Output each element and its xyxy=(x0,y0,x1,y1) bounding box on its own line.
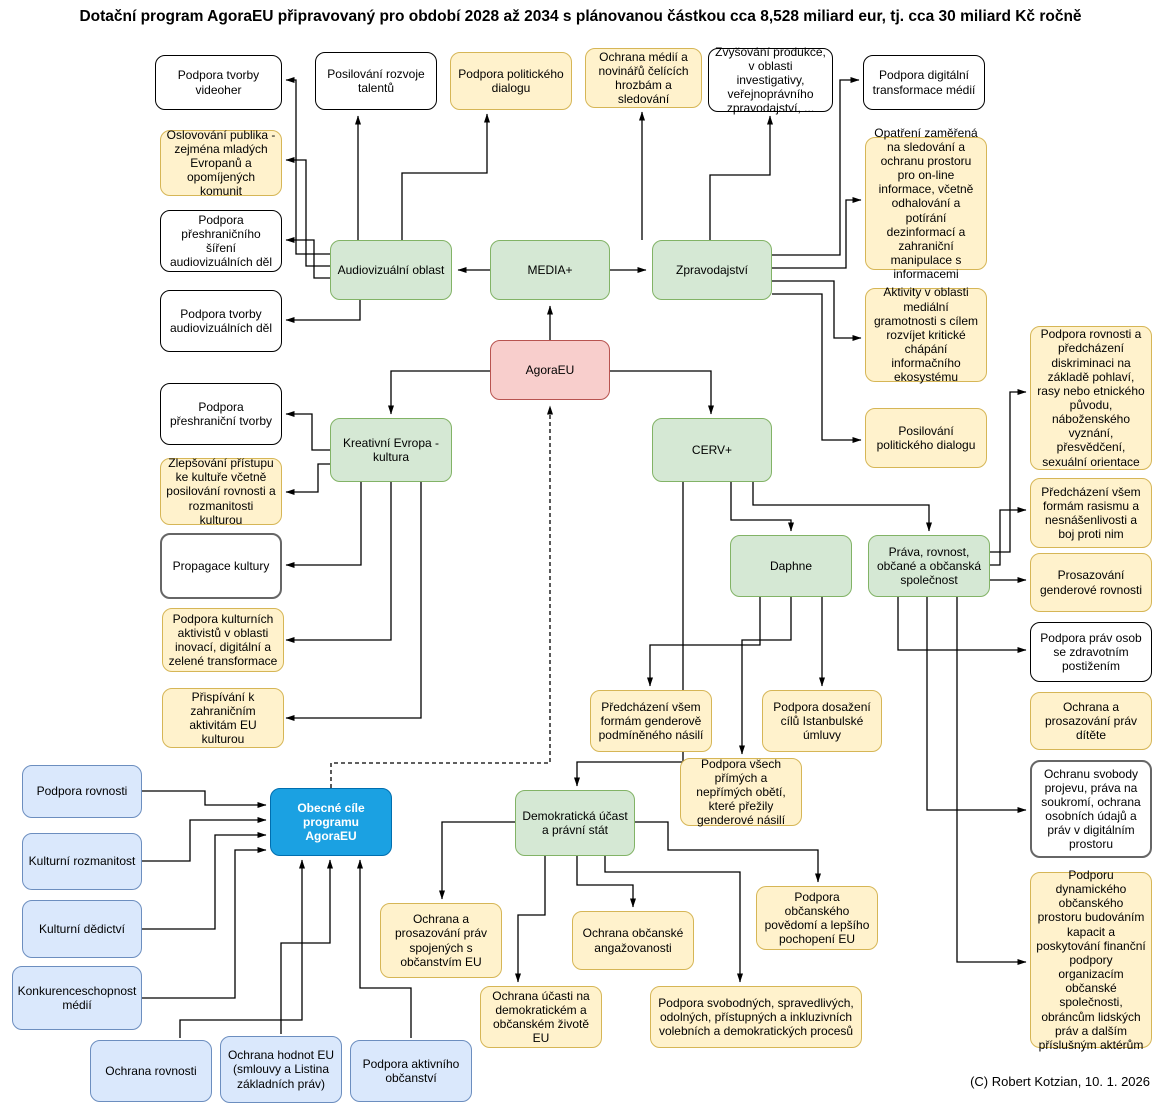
node-kulturni-rozmanitost: Kulturní rozmanitost xyxy=(22,833,142,890)
edge-rozmanitost-obecne xyxy=(142,820,266,861)
node-propagace-kultury: Propagace kultury xyxy=(160,533,282,599)
node-podpora-obcanskeho-povedomi: Podpora občanského povědomí a lepšího pochopení EU xyxy=(756,886,878,950)
node-ochrana-prav-ditete: Ochrana a prosazování práv dítěte xyxy=(1030,692,1152,750)
edge-hodnoty-obecne xyxy=(281,860,330,1034)
node-podpora-obeti-nasili: Podpora všech přímých a nepřímých obětí, které přežily genderové násilí xyxy=(680,758,802,826)
edge-agora-kreativni xyxy=(391,371,490,414)
edge-dedictvi-obecne xyxy=(142,835,266,929)
node-media-plus: MEDIA+ xyxy=(490,240,610,300)
edge-prava-rasismus xyxy=(990,510,1026,565)
node-ochrana-medii: Ochrana médií a novinářů čelících hrozbám a sledování xyxy=(585,48,702,108)
edge-zprav-posilovani xyxy=(772,294,861,440)
edge-cerv-prava xyxy=(753,482,929,531)
node-podpora-rovnosti: Podpora rovnosti xyxy=(22,765,142,818)
node-podpora-prav-osob: Podpora práv osob se zdravotním postižením xyxy=(1030,622,1152,682)
edge-zprav-aktivity xyxy=(772,281,861,338)
node-prosazovani-genderove-rovnosti: Prosazování genderové rovnosti xyxy=(1030,553,1152,612)
node-konkurenceschopnost-medii: Konkurenceschopnost médií xyxy=(12,966,142,1030)
edge-audio-sireni xyxy=(286,240,330,278)
edge-kreativni-aktiviste xyxy=(286,482,391,640)
node-podpora-tvorby-videoher: Podpora tvorby videoher xyxy=(155,55,282,110)
edge-kreativni-propagace xyxy=(286,482,361,565)
node-kreativni-evropa: Kreativní Evropa - kultura xyxy=(330,418,452,482)
node-oslovovani-publika: Oslovování publika - zejména mladých Evropanů a opomíjených komunit xyxy=(160,130,282,196)
node-daphne: Daphne xyxy=(730,535,852,597)
node-obecne-cile: Obecné cíle programu AgoraEU xyxy=(270,788,392,856)
edge-kreativni-zlepsovani xyxy=(286,464,330,492)
node-podpora-kulturnich-aktivistu: Podpora kulturních aktivistů v oblasti inovací, digitální a zelené transformace xyxy=(162,608,284,672)
edge-kreativni-preshranicni xyxy=(286,414,330,450)
node-posilovani-politickeho-dialogu: Posilování politického dialogu xyxy=(865,408,987,468)
node-podpora-tvorby-av-del: Podpora tvorby audiovizuálních děl xyxy=(160,290,282,352)
node-ochrana-obcanske-angazovanosti: Ochrana občanské angažovanosti xyxy=(572,911,694,970)
copyright-note: (C) Robert Kotzian, 10. 1. 2026 xyxy=(970,1074,1150,1089)
edge-demo-obcanstvi xyxy=(442,822,515,899)
edge-rovnost-obecne xyxy=(142,791,266,805)
node-zvysovani-produkce: Zvyšování produkce, v oblasti investigativy, veřejnoprávního zpravodajství, ... xyxy=(708,48,833,112)
node-podpora-preshranicni-tvorby: Podpora přeshraniční tvorby xyxy=(160,383,282,445)
node-opatreni-zamerena: Opatření zaměřená na sledování a ochranu prostoru pro on-line informace, včetně odhalování a potírání dezinformací a zahraniční manipulace s informacemi xyxy=(865,137,987,270)
edge-zprav-produkce xyxy=(710,116,770,240)
edge-prava-svoboda xyxy=(927,597,1026,810)
edge-audio-tvorby-del xyxy=(286,300,360,320)
node-aktivity-medialni-gramotnost: Aktivity v oblasti mediální gramotnosti s cílem rozvíjet kritické chápání informačního ekosystému xyxy=(865,288,987,382)
edge-prava-diskriminace xyxy=(990,392,1026,552)
node-podpora-dynamickeho-prostoru: Podporu dynamického občanského prostoru budováním kapacit a poskytování finanční podpory organizacím občanské společnosti, obráncům lidských práv a dalším příslušným aktérům xyxy=(1030,872,1152,1048)
edge-demo-ucast xyxy=(518,856,545,982)
node-kulturni-dedictvi: Kulturní dědictví xyxy=(22,900,142,958)
node-podpora-preshranicniho-sireni: Podpora přeshraničního šíření audiovizuálních děl xyxy=(160,210,282,272)
edge-prava-dynamicky xyxy=(957,597,1026,962)
edge-cerv-daphne xyxy=(731,482,791,531)
edge-konkurence-obecne xyxy=(142,850,266,998)
node-predchazeni-genderove-nasili: Předcházení všem formám genderově podmíněného násilí xyxy=(590,690,712,752)
node-ochrana-hodnot-eu: Ochrana hodnot EU (smlouvy a Listina základních práv) xyxy=(220,1036,342,1103)
node-agora-eu: AgoraEU xyxy=(490,340,610,400)
node-podpora-svobodnych-procesu: Podpora svobodných, spravedlivých, odolných, přístupných a inkluzivních volebních a demokratických procesů xyxy=(650,986,862,1048)
node-predchazeni-rasismu: Předcházení všem formám rasismu a nesnášenlivosti a boj proti nim xyxy=(1030,478,1152,548)
edge-demo-povedomi xyxy=(635,822,818,882)
node-zlepsovani-pristupu: Zlepšování přístupu ke kultuře včetně posilování rovnosti a rozmanitosti kulturou xyxy=(160,458,282,525)
node-podpora-aktivniho-obcanstvi: Podpora aktivního občanství xyxy=(350,1040,472,1102)
node-podpora-digitalni-transformace: Podpora digitální transformace médií xyxy=(863,55,985,110)
node-ochrana-prav-obcanstvi-eu: Ochrana a prosazování práv spojených s občanstvím EU xyxy=(380,903,502,978)
edge-audio-dialog xyxy=(402,114,487,240)
node-prava-rovnost: Práva, rovnost, občané a občanská společnost xyxy=(868,535,990,597)
node-ochrana-svobody-projevu: Ochranu svobody projevu, práva na soukromí, ochrana osobních údajů a práv v digitálním prostoru xyxy=(1030,760,1152,858)
node-podpora-rovnosti-predchazeni-diskriminaci: Podpora rovnosti a předcházení diskriminaci na základě pohlaví, rasy nebo etnického původu, náboženského vyznání, přesvědčení, sexuální orientace xyxy=(1030,326,1152,470)
edge-audio-oslovovani xyxy=(286,160,330,266)
edge-ochranarovnosti-obecne xyxy=(180,860,302,1038)
edge-agora-cerv xyxy=(610,371,711,414)
node-audiovizualni-oblast: Audiovizuální oblast xyxy=(330,240,452,300)
node-podpora-istanbulske-umluvy: Podpora dosažení cílů Istanbulské úmluvy xyxy=(762,690,882,752)
edge-kreativni-prispivani xyxy=(286,482,421,718)
diagram-title: Dotační program AgoraEU připravovaný pro období 2028 až 2034 s plánovanou částkou cca 8,528 miliard eur, tj. cca 30 miliard Kč ročně xyxy=(79,8,1082,25)
node-cerv-plus: CERV+ xyxy=(652,418,772,482)
node-ochrana-rovnosti: Ochrana rovnosti xyxy=(90,1040,212,1102)
node-prispivani-k-zahranicnim: Přispívání k zahraničním aktivitám EU kulturou xyxy=(162,688,284,748)
edge-daphne-predchazeni xyxy=(650,597,760,686)
edge-zprav-opatreni xyxy=(772,200,861,268)
node-ochrana-ucasti-demokraticky-zivot: Ochrana účasti na demokratickém a občanském životě EU xyxy=(480,986,602,1048)
node-posilovani-rozvoje-talentu: Posilování rozvoje talentů xyxy=(315,52,437,110)
node-zpravodajstvi: Zpravodajství xyxy=(652,240,772,300)
node-podpora-politickeho-dialogu: Podpora politického dialogu xyxy=(450,52,572,110)
node-demokraticka-ucast: Demokratická účast a právní stát xyxy=(515,790,635,856)
edge-prava-postizeni xyxy=(898,597,1026,650)
